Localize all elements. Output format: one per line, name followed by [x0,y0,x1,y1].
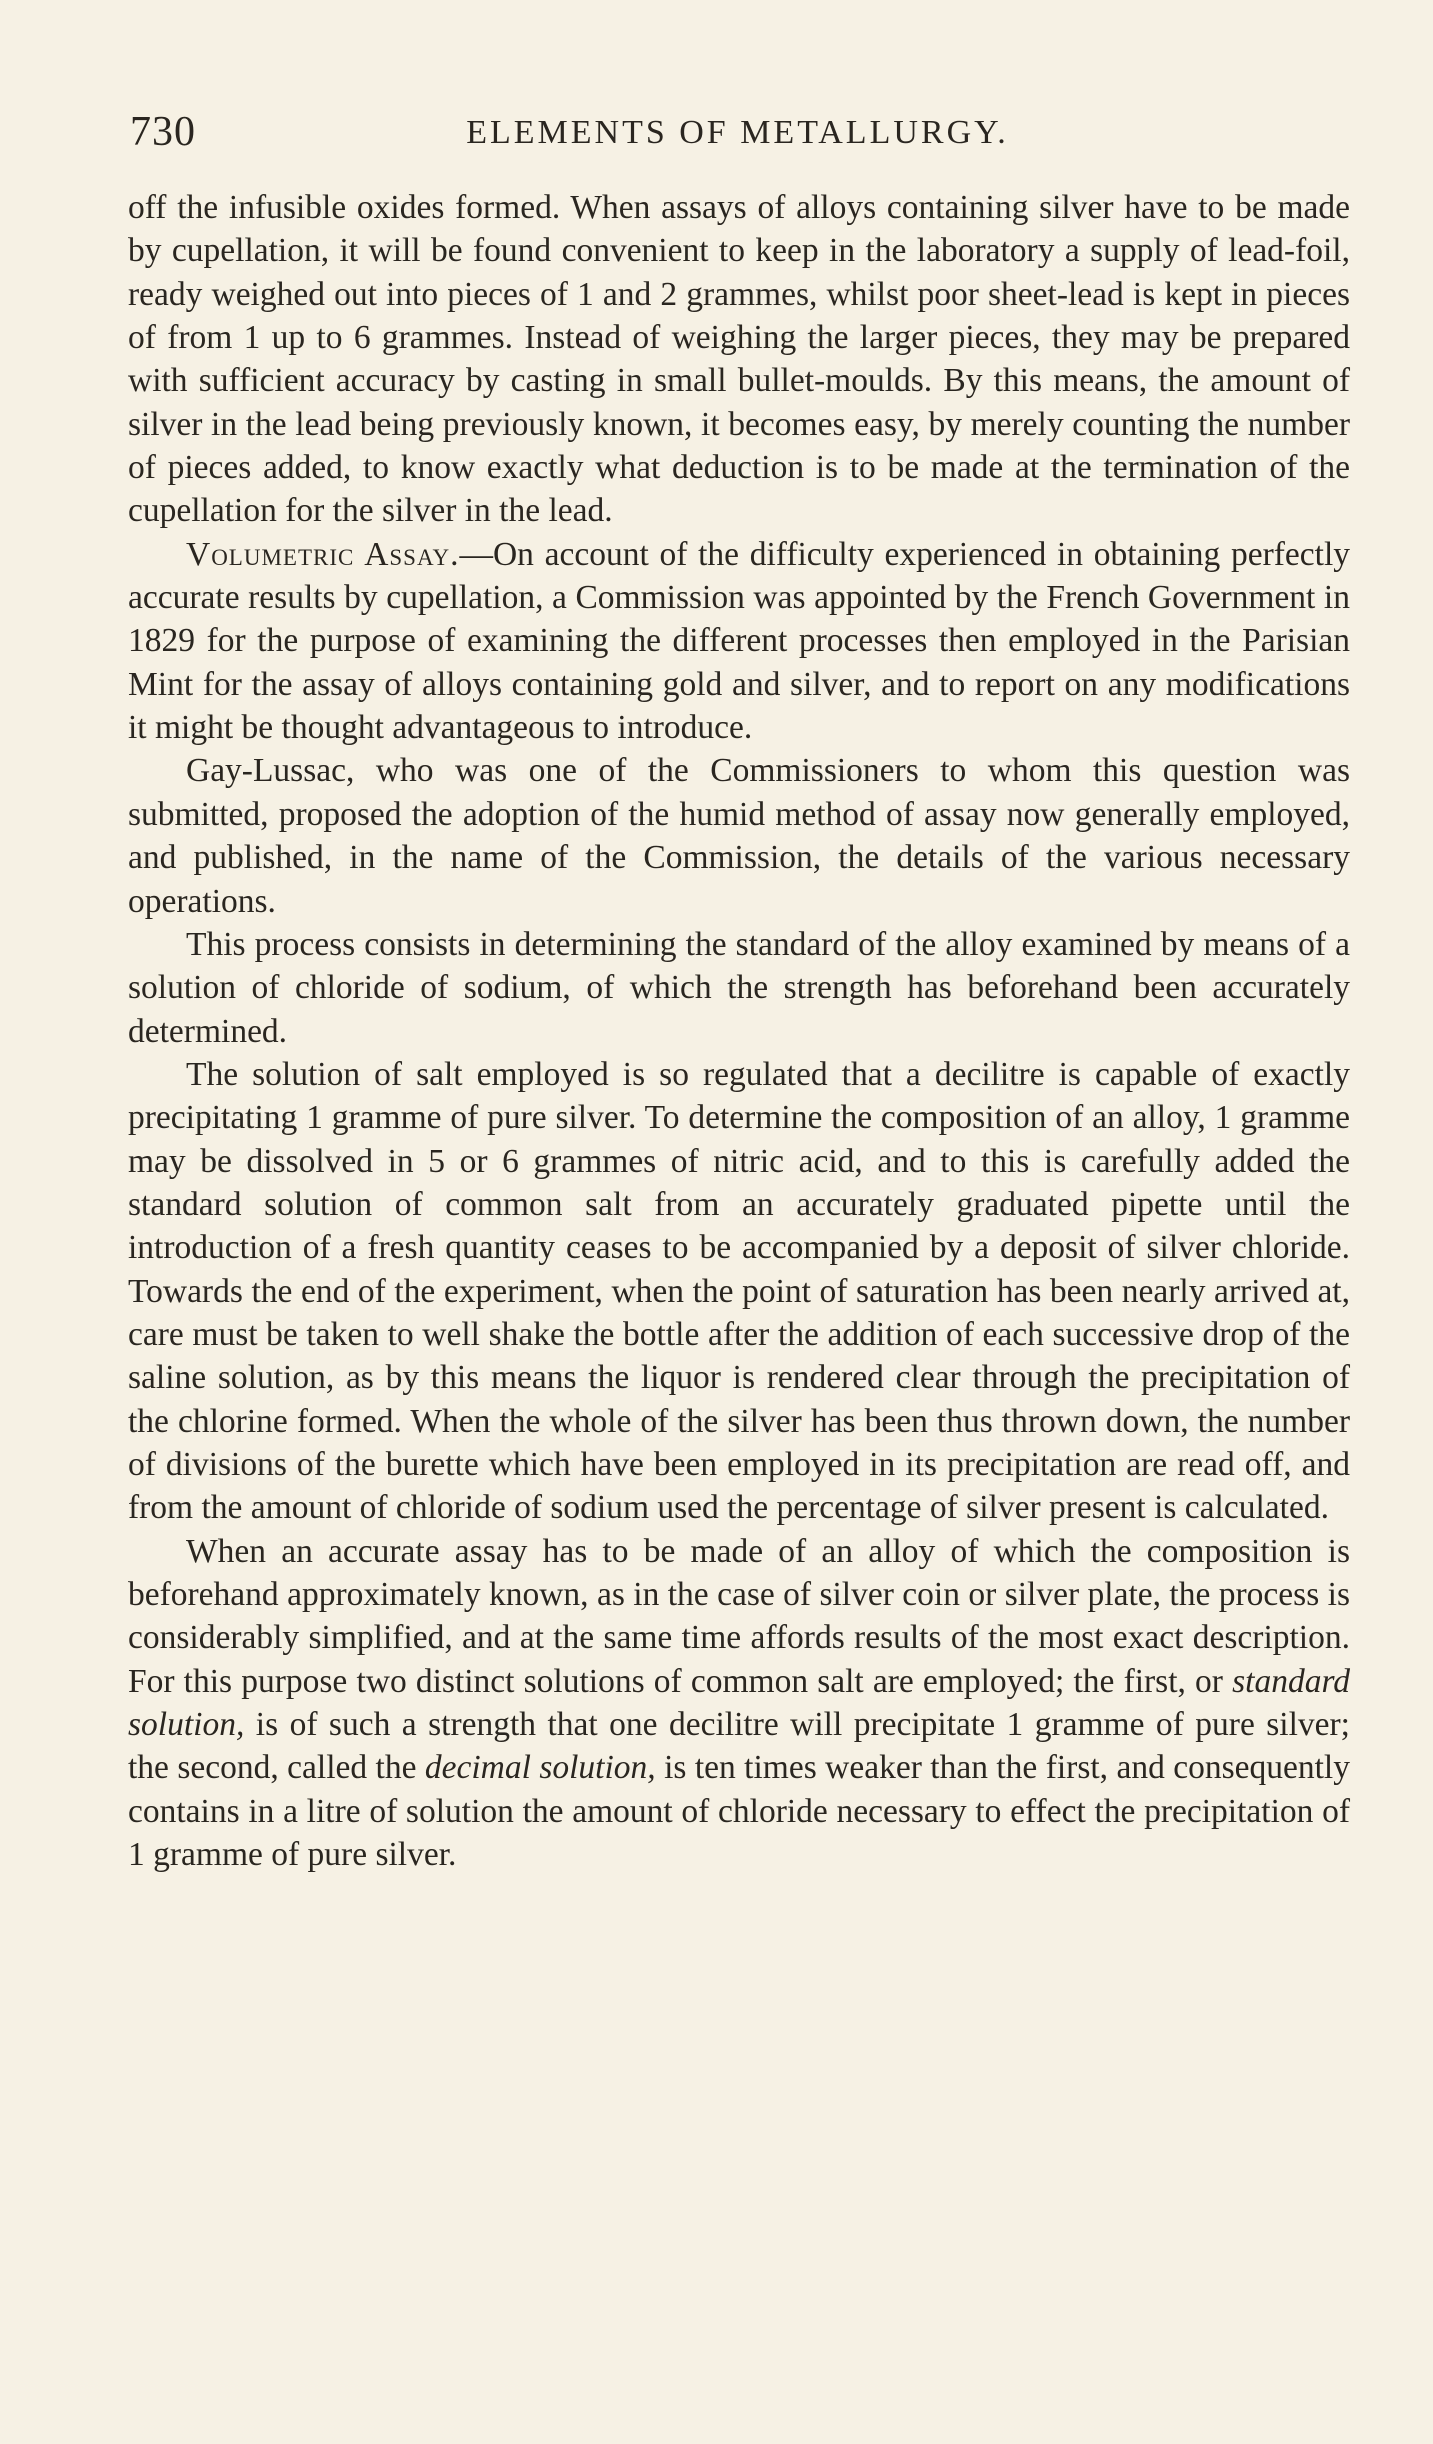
paragraph-text: is ten times weaker than the first, and consequently contains in a litre of solution the amount of chloride necessary to effect the precipitation of 1 gramme of pure silver. [128,1749,1350,1874]
paragraph-process: This process consists in determining the standard of the alloy examined by means of a solution of chloride of sodium, of which the strength has beforehand been accurately determined. [128,925,1350,1050]
paragraph-gay-lussac: Gay-Lussac, who was one of the Commissioners to whom this question was submitted, proposed the adoption of the humid method of assay now generally employed, and published, in the name of the Commission, the details of the various necessary operations. [128,752,1350,920]
section-heading: Volumetric Assay. [186,535,460,573]
term-decimal-solution: decimal solution, [424,1749,656,1787]
paragraph-volumetric-assay [128,533,1350,750]
running-title: ELEMENTS OF METALLURGY. [466,114,1009,151]
page-number: 730 [130,109,196,155]
paragraph-continuation: off the infusible oxides formed. When assays of alloys containing silver have to be made by cupellation, it will be found convenient to keep in the laboratory a supply of lead-foil, ready weighed out into pieces of 1 and 2 grammes, whilst poor sheet-lead is kept in pieces of from 1 up to 6 grammes. Instead of weighing the larger pieces, they may be prepared with sufficient accuracy by casting in small bullet-moulds. By this means, the amount of silver in the lead being previously known, it becomes easy, by merely counting the number of pieces added, to know exactly what deduction is to be made at the termination of the cupellation for the silver in the lead. [128,189,1350,530]
paragraph-text: —On account of the difficulty experienced in obtaining perfectly accurate results by cupellation, a Commission was appointed by the French Government in 1829 for the purpose of examining the different processes then employed in the Parisian Mint for the assay of alloys containing gold and silver, and to report on any modifications it might be thought advantageous to introduce. [128,535,1350,747]
page-body [128,186,1350,1876]
paragraph-salt-solution: The solution of salt employed is so regulated that a decilitre is capable of exactly precipitating 1 gramme of pure silver. To determine the composition of an alloy, 1 gramme may be dissolved in 5 or 6 grammes of nitric acid, and to this is carefully added the standard solution of common salt from an accurately graduated pipette until the introduction of a fresh quantity ceases to be accompanied by a deposit of silver chloride. Towards the end of the experiment, when the point of saturation has been nearly arrived at, care must be taken to well shake the bottle after the addition of each successive drop of the saline solution, as by this means the liquor is rendered clear through the precipitation of the chlorine formed. When the whole of the silver has been thus thrown down, the number of divisions of the burette which have been employed in its precipitation are read off, and from the amount of chloride of sodium used the percentage of silver present is calculated. [128,1055,1350,1527]
term-standard-solution: standard solution, [128,1662,1350,1744]
paragraph-text: is of such a strength that one decilitre will precipitate 1 gramme of pure silver; the second, called the [128,1706,1350,1787]
paragraph-accurate-assay [128,1530,1350,1877]
page-header [130,108,1345,168]
paragraph-text: When an accurate assay has to be made of an alloy of which the composition is beforehand approximately known, as in the case of silver coin or silver plate, the process is considerably simplified, and at the same time affords results of the most exact description. For this purpose two distinct solutions of common salt are employed; the first, or [128,1532,1350,1700]
